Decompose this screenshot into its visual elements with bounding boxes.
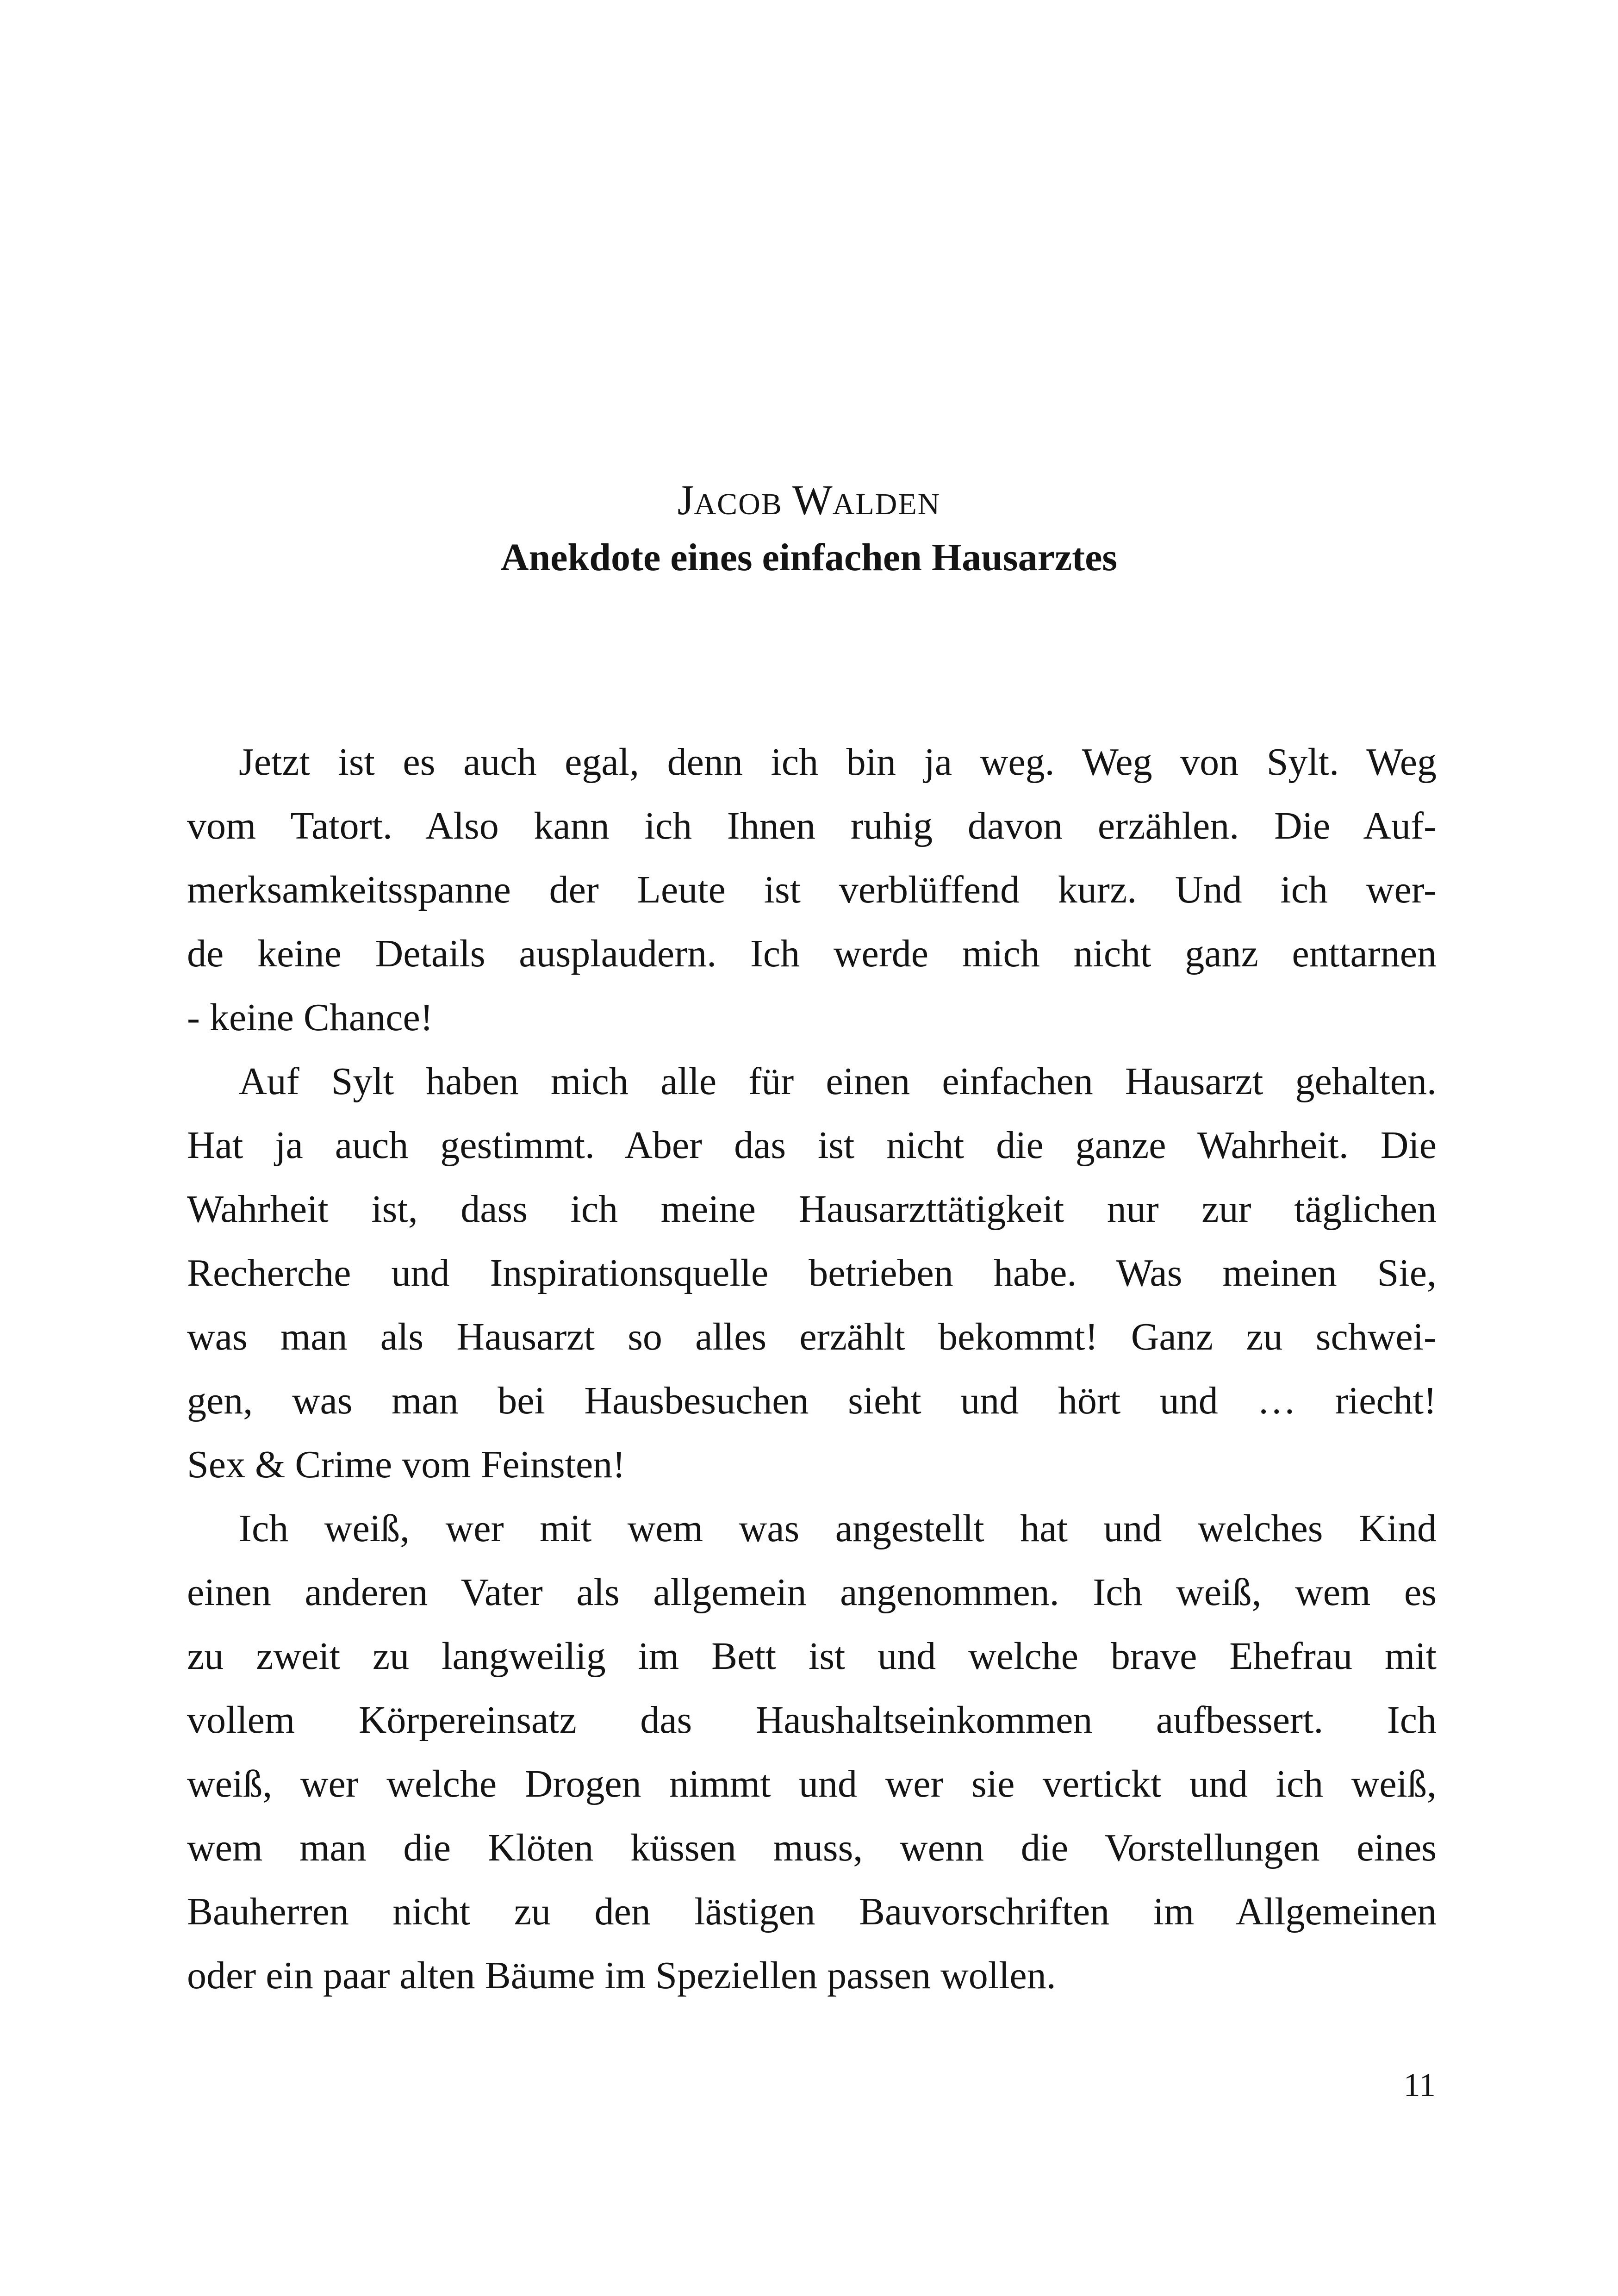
chapter-author [0, 477, 1618, 528]
text-line: oder ein paar alten Bäume im Speziellen passen wollen. [187, 1954, 1056, 1997]
text-line: Auf Sylt haben mich alle für einen einfachen Hausarzt gehalten. [239, 1060, 1437, 1103]
text-line: - keine Chance! [187, 996, 433, 1039]
text-line: Bauherren nicht zu den lästigen Bauvorschriften im Allgemeinen [187, 1890, 1437, 1933]
text-line: Wahrheit ist, dass ich meine Hausarzttätigkeit nur zur täglichen [187, 1188, 1437, 1231]
text-line: Hat ja auch gestimmt. Aber das ist nicht die ganze Wahrheit. Die [187, 1124, 1437, 1167]
page-number: 11 [1403, 2066, 1436, 2103]
text-line: Jetzt ist es auch egal, denn ich bin ja weg. Weg von Sylt. Weg [239, 740, 1437, 784]
author-first-initial: J [677, 476, 694, 523]
text-line: Ich weiß, wer mit wem was angestellt hat und welches Kind [239, 1507, 1437, 1550]
chapter-title: Anekdote eines einfachen Hausarztes [500, 536, 1118, 579]
text-line: weiß, wer welche Drogen nimmt und wer sie vertickt und ich weiß, [187, 1762, 1437, 1805]
text-line: vom Tatort. Also kann ich Ihnen ruhig davon erzählen. Die Auf- [187, 804, 1437, 847]
text-line: merksamkeitsspanne der Leute ist verblüffend kurz. Und ich wer- [187, 868, 1437, 911]
body-text [187, 730, 1437, 2008]
text-line: zu zweit zu langweilig im Bett ist und welche brave Ehefrau mit [187, 1635, 1437, 1678]
text-line: Recherche und Inspirationsquelle betrieben habe. Was meinen Sie, [187, 1251, 1437, 1294]
author-last-rest: ALDEN [832, 487, 941, 521]
text-line: gen, was man bei Hausbesuchen sieht und hört und … riecht! [187, 1379, 1437, 1422]
text-line: Sex & Crime vom Feinsten! [187, 1443, 626, 1486]
author-first-rest: ACOB [694, 487, 783, 521]
text-line: wem man die Klöten küssen muss, wenn die Vorstellungen eines [187, 1826, 1437, 1869]
text-line: de keine Details ausplaudern. Ich werde mich nicht ganz enttarnen [187, 932, 1437, 975]
author-last-initial: W [792, 476, 833, 523]
text-line: vollem Körpereinsatz das Haushaltseinkommen aufbessert. Ich [187, 1699, 1437, 1742]
text-line: was man als Hausarzt so alles erzählt bekommt! Ganz zu schwei- [187, 1315, 1437, 1358]
text-line: einen anderen Vater als allgemein angenommen. Ich weiß, wem es [187, 1571, 1437, 1614]
